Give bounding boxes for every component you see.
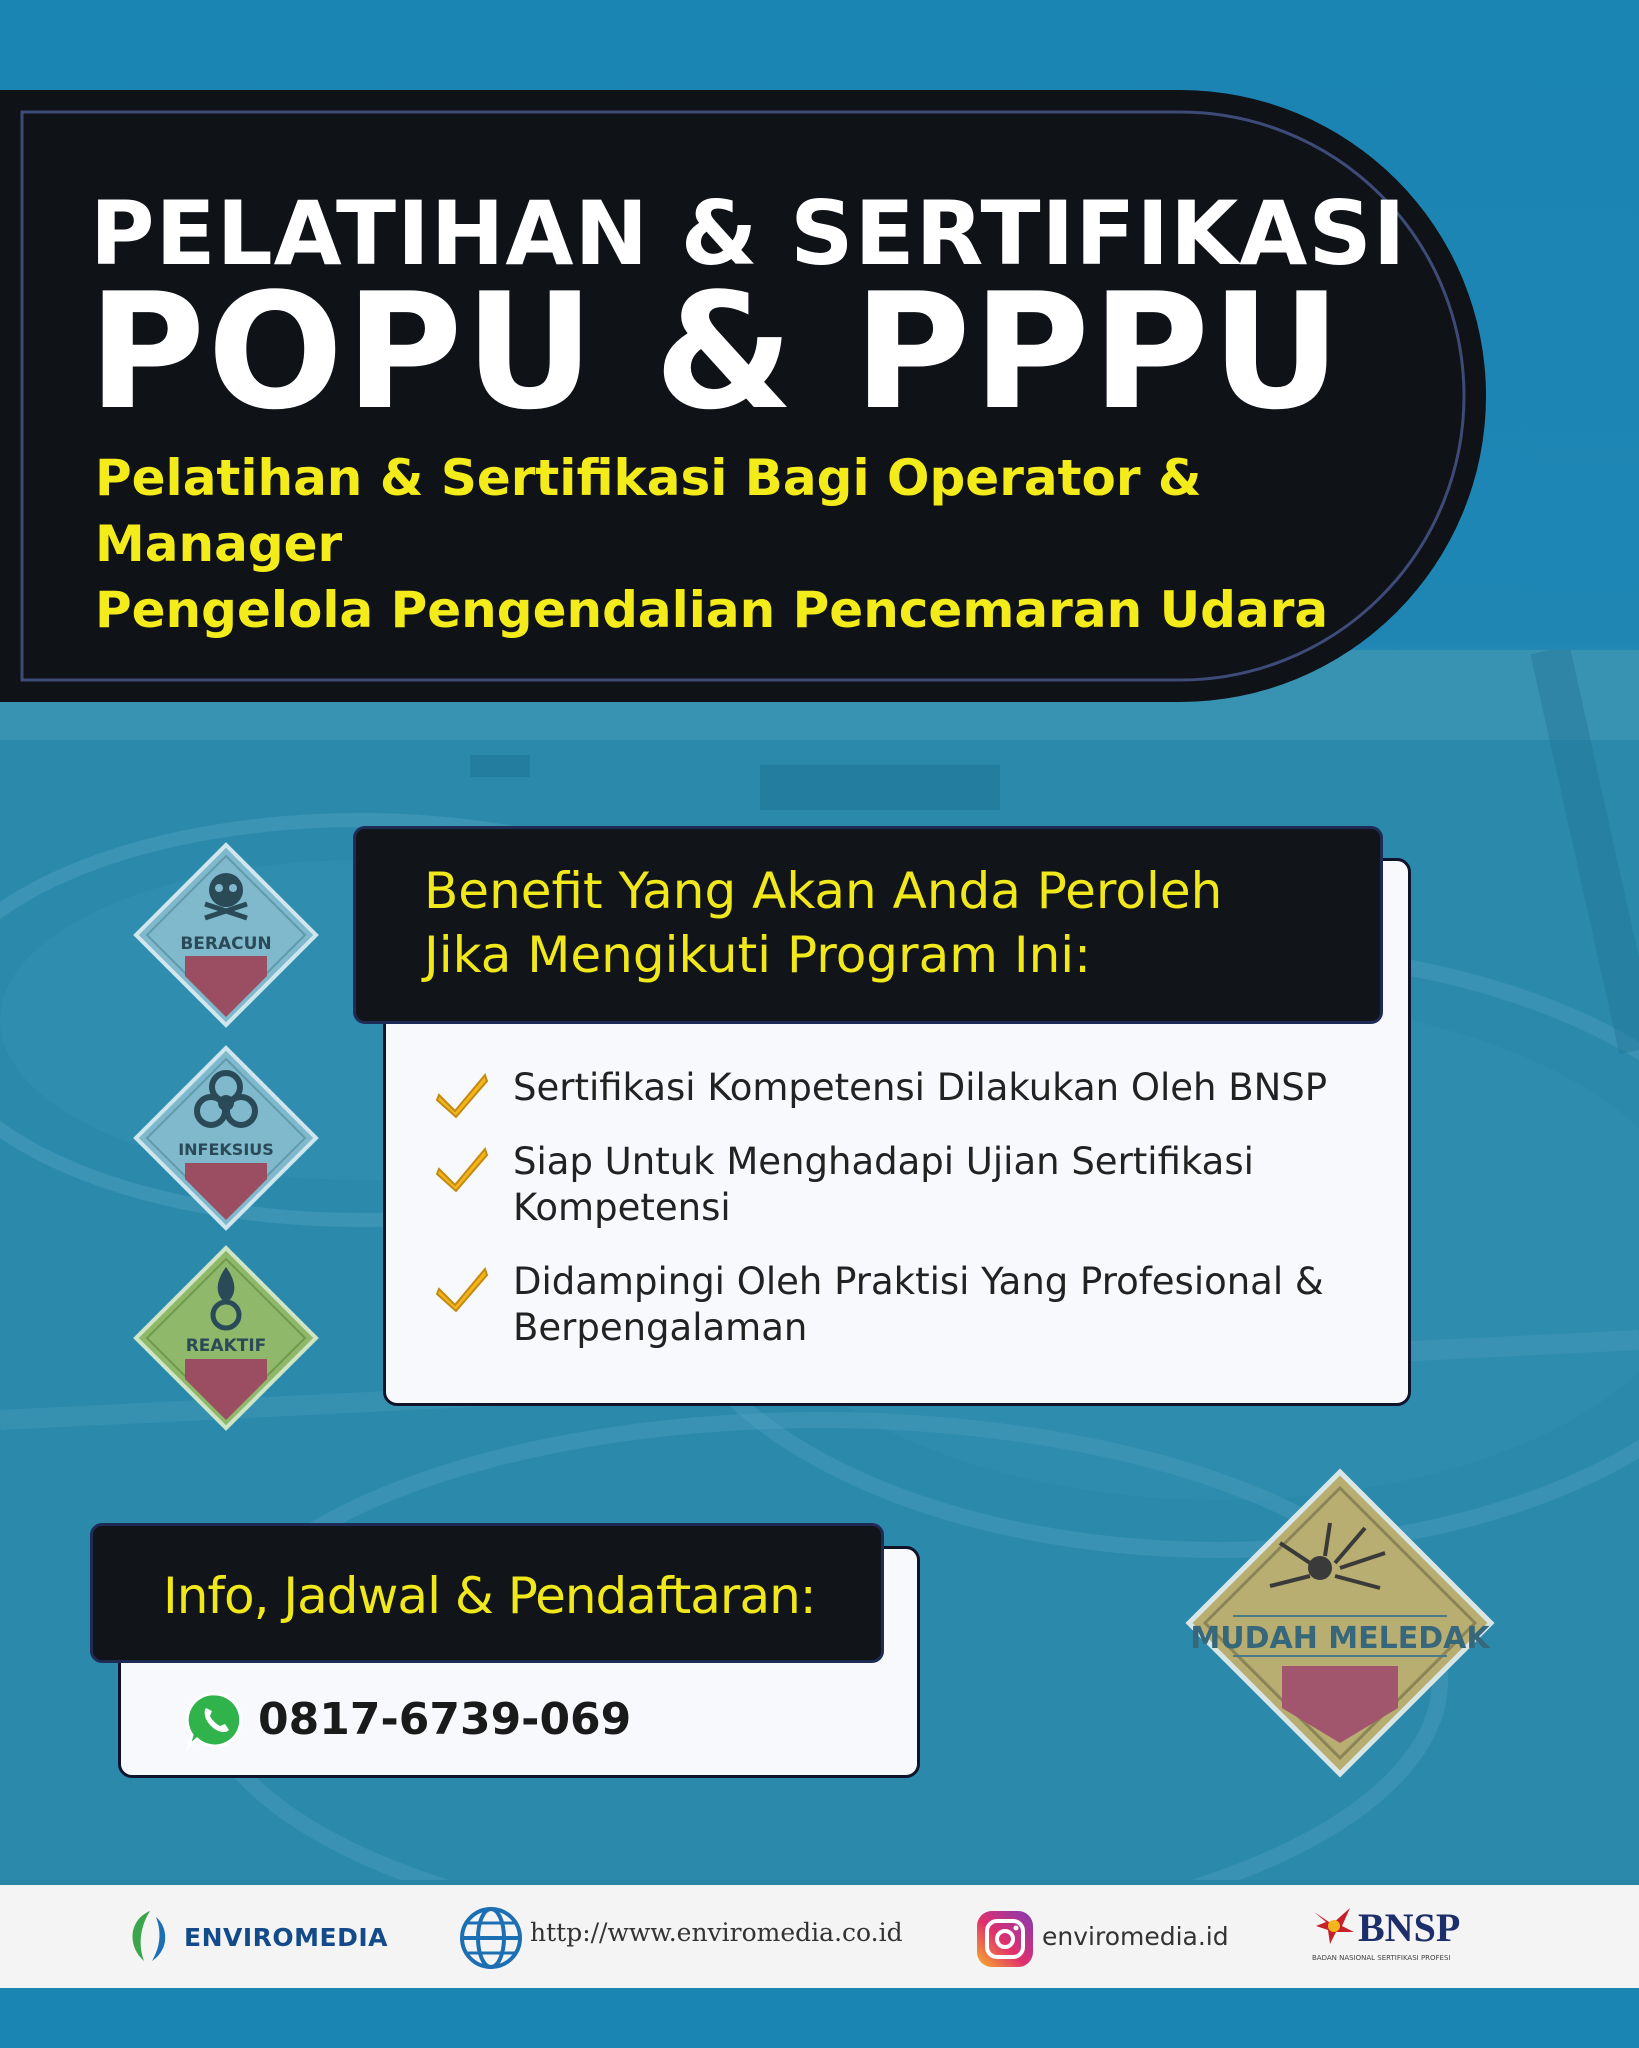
bnsp-caption: BADAN NASIONAL SERTIFIKASI PROFESI bbox=[1312, 1954, 1451, 1962]
website-link[interactable]: http://www.enviromedia.co.id bbox=[530, 1918, 903, 1947]
instagram-icon bbox=[975, 1909, 1035, 1969]
bnsp-text: BNSP bbox=[1358, 1905, 1461, 1950]
benefit-item bbox=[435, 1139, 1355, 1231]
hazard-sign-explosive bbox=[1185, 1468, 1495, 1778]
benefit-item bbox=[435, 1065, 1355, 1111]
hazard-sign-reactive bbox=[133, 1245, 319, 1431]
title-line-1: PELATIHAN & SERTIFIKASI bbox=[90, 182, 1407, 285]
enviromedia-brand: ENVIROMEDIA bbox=[184, 1923, 389, 1952]
subtitle-line-1: Pelatihan & Sertifikasi Bagi Operator & Manager bbox=[95, 449, 1202, 573]
benefit-title-line-1: Benefit Yang Akan Anda Peroleh bbox=[424, 862, 1223, 920]
globe-icon bbox=[458, 1905, 524, 1971]
subtitle bbox=[95, 445, 1455, 643]
infectious-label: INFEKSIUS bbox=[178, 1140, 274, 1159]
benefit-item bbox=[435, 1259, 1355, 1351]
benefit-header bbox=[353, 826, 1383, 1024]
check-icon bbox=[435, 1143, 489, 1193]
title-line-2: POPU & PPPU bbox=[88, 258, 1344, 445]
benefit-title bbox=[424, 859, 1364, 987]
hazard-sign-infectious bbox=[133, 1045, 319, 1231]
check-icon bbox=[435, 1069, 489, 1119]
bnsp-logo bbox=[1312, 1900, 1492, 1970]
benefit-list bbox=[435, 1065, 1355, 1379]
benefit-title-line-2: Jika Mengikuti Program Ini: bbox=[424, 926, 1091, 984]
footer-bottom-bar bbox=[0, 1988, 1639, 2048]
benefit-text: Siap Untuk Menghadapi Ujian Sertifikasi Kompetensi bbox=[513, 1140, 1254, 1229]
benefit-text: Didampingi Oleh Praktisi Yang Profesional & Berpengalaman bbox=[513, 1260, 1324, 1349]
check-icon bbox=[435, 1263, 489, 1313]
hazard-sign-toxic bbox=[133, 842, 319, 1028]
whatsapp-icon bbox=[185, 1690, 245, 1750]
enviromedia-logo bbox=[120, 1905, 389, 1965]
instagram-handle[interactable]: enviromedia.id bbox=[1042, 1922, 1229, 1951]
subtitle-line-2: Pengelola Pengendalian Pencemaran Udara bbox=[95, 581, 1329, 639]
footer bbox=[0, 1885, 1639, 1988]
garuda-icon bbox=[1312, 1906, 1356, 1946]
info-title: Info, Jadwal & Pendaftaran: bbox=[163, 1567, 816, 1625]
toxic-label: BERACUN bbox=[180, 934, 272, 954]
reactive-label: REAKTIF bbox=[185, 1336, 267, 1356]
benefit-text: Sertifikasi Kompetensi Dilakukan Oleh BNSP bbox=[513, 1066, 1328, 1109]
explosive-label: MUDAH MELEDAK bbox=[1190, 1621, 1490, 1656]
phone-number[interactable]: 0817-6739-069 bbox=[258, 1694, 632, 1745]
leaf-icon bbox=[120, 1905, 182, 1967]
info-header bbox=[90, 1523, 884, 1663]
